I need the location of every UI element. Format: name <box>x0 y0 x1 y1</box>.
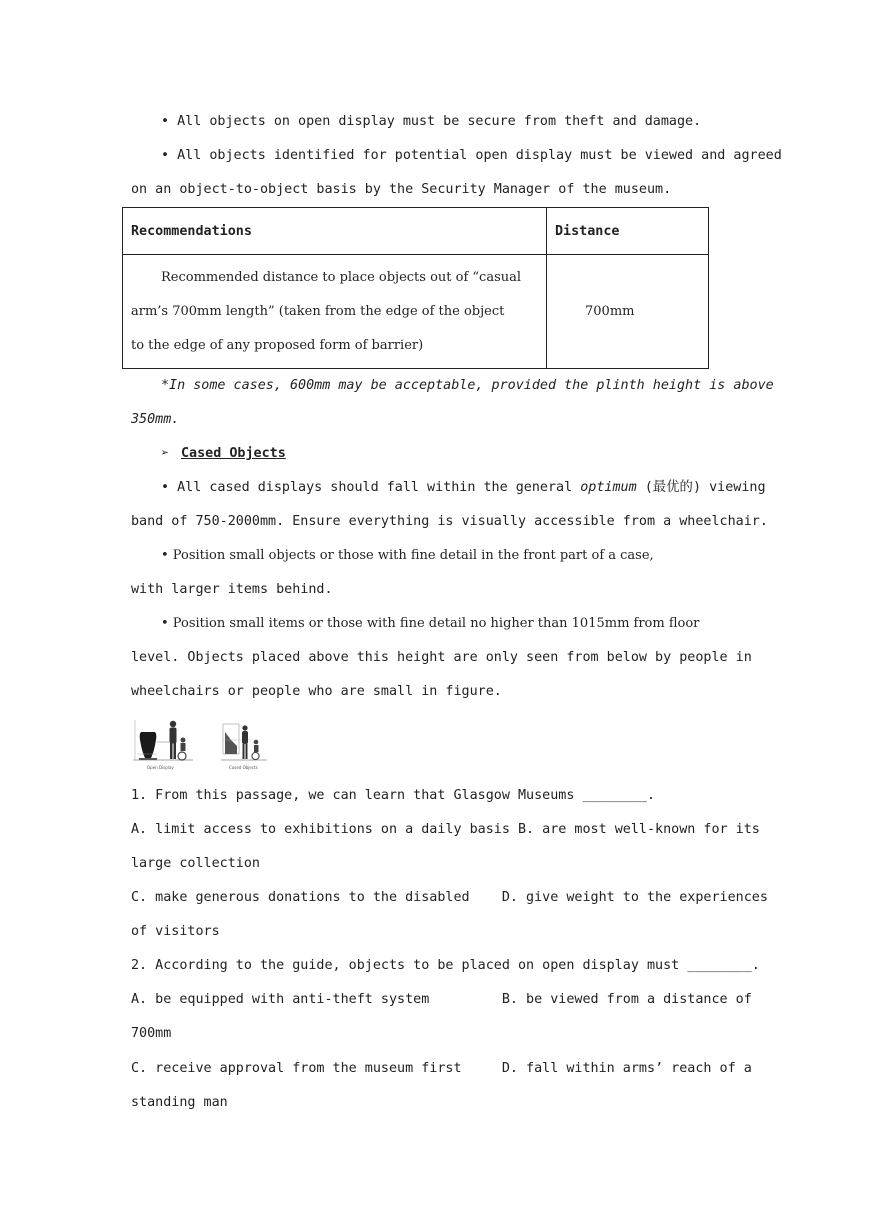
question-2-options-ab: A. be equipped with anti-theft system B. be viewed from a distance of <box>131 992 752 1007</box>
cased-bullet1-post: (最优的) viewing <box>636 480 766 495</box>
cased-bullet3-line1: • Position small items or those with fine detail no higher than 1015mm from floor <box>161 616 700 631</box>
recommendation-line3: to the edge of any proposed form of barrier) <box>131 337 424 353</box>
cased-objects-caption: Cased Objects <box>229 765 258 770</box>
cased-bullet2-line2: with larger items behind. <box>131 582 333 597</box>
question-1-option-b-cont: large collection <box>131 856 260 871</box>
question-1-option-d-cont: of visitors <box>131 924 220 939</box>
question-1-options-ab: A. limit access to exhibitions on a daily basis B. are most well-known for its <box>131 822 760 837</box>
cased-objects-title: Cased Objects <box>181 446 286 461</box>
open-display-figure <box>133 718 193 772</box>
bullet-secure: • All objects on open display must be secure from theft and damage. <box>161 114 702 129</box>
cased-objects-illustration <box>221 718 267 768</box>
question-2-options-cd: C. receive approval from the museum first D. fall within arms’ reach of a <box>131 1061 752 1076</box>
question-2: 2. According to the guide, objects to be placed on open display must ________. <box>131 958 760 973</box>
arrow-bullet-icon: ➢ <box>161 446 170 461</box>
recommendations-table <box>122 207 709 369</box>
cased-bullet2-line1: • Position small objects or those with fine detail in the front part of a case, <box>161 548 654 563</box>
cased-objects-figure <box>221 718 267 772</box>
cased-objects-heading <box>161 444 286 464</box>
question-2-option-b-cont: 700mm <box>131 1026 172 1041</box>
note-line2: 350mm. <box>131 412 180 427</box>
bullet-viewed-line2: on an object-to-object basis by the Security Manager of the museum. <box>131 182 672 197</box>
cased-bullet3-line3: wheelchairs or people who are small in figure. <box>131 684 502 699</box>
cased-bullet1-line1 <box>161 478 766 498</box>
distance-cell: 700mm <box>547 255 709 369</box>
note-line1: *In some cases, 600mm may be acceptable, provided the plinth height is above <box>161 378 774 393</box>
question-1-options-cd: C. make generous donations to the disabled D. give weight to the experiences <box>131 890 768 905</box>
question-2-option-d-cont: standing man <box>131 1095 228 1110</box>
open-display-caption: Open Display <box>147 765 174 770</box>
header-recommendations: Recommendations <box>123 208 547 255</box>
header-distance: Distance <box>547 208 709 255</box>
open-display-illustration <box>133 718 193 768</box>
recommendation-line1: Recommended distance to place objects out of “casual <box>161 269 522 285</box>
cased-bullet1-line2: band of 750-2000mm. Ensure everything is visually accessible from a wheelchair. <box>131 514 768 529</box>
question-1: 1. From this passage, we can learn that Glasgow Museums ________. <box>131 788 656 803</box>
cased-bullet3-line2: level. Objects placed above this height are only seen from below by people in <box>131 650 752 665</box>
bullet-viewed-line1: • All objects identified for potential open display must be viewed and agreed <box>161 148 782 163</box>
recommendation-line2: arm’s 700mm length” (taken from the edge of the object <box>131 303 505 319</box>
optimum-term: optimum <box>580 480 637 495</box>
cased-bullet1-pre: • All cased displays should fall within the general <box>161 480 581 495</box>
recommendation-cell <box>123 255 547 369</box>
